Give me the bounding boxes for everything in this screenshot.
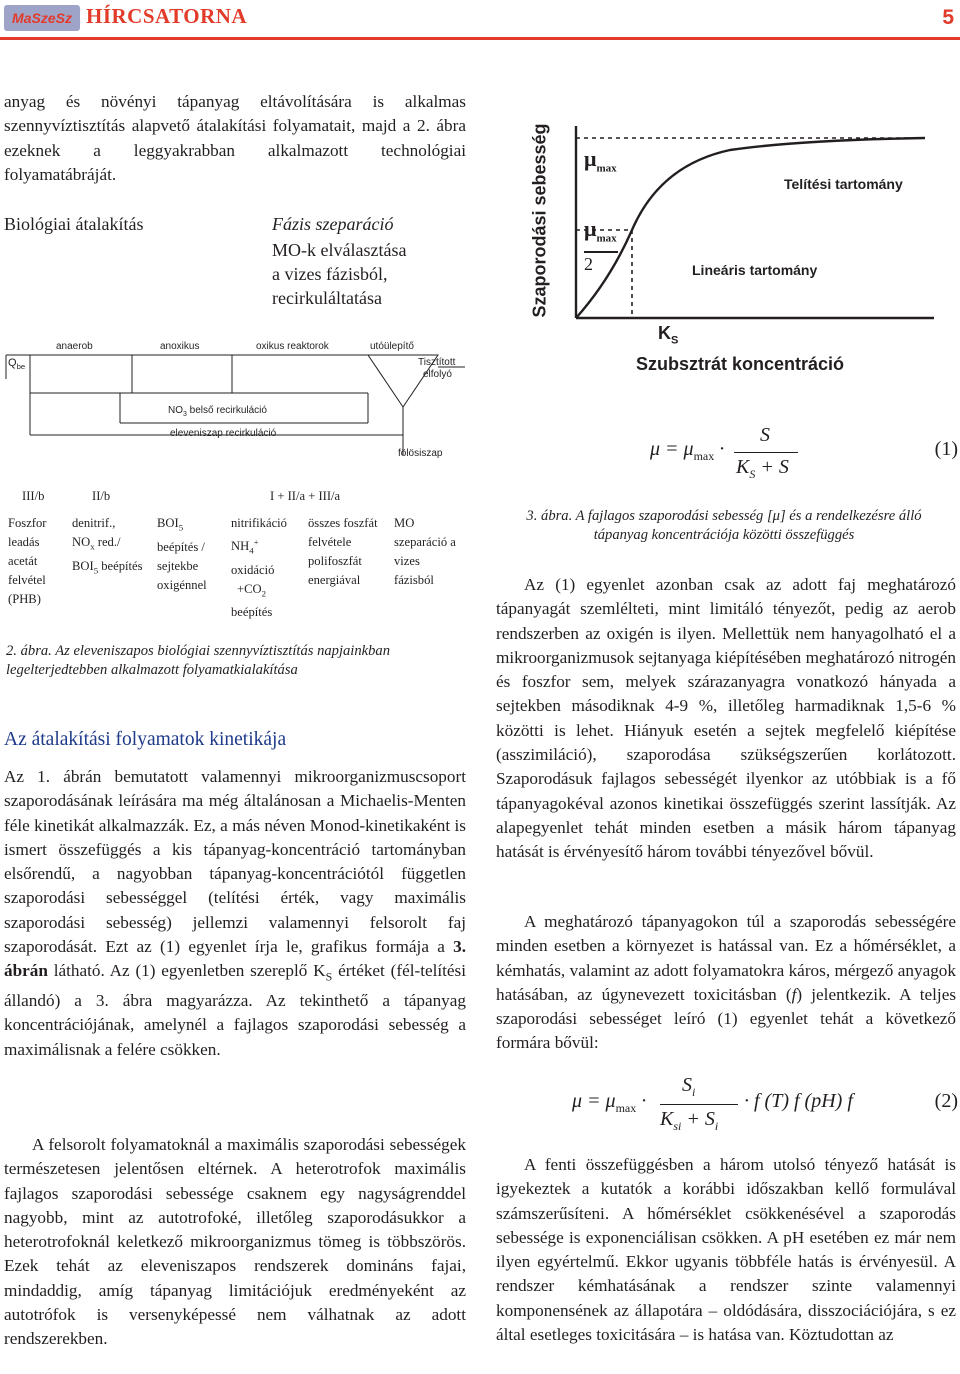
right-p2-f: f [791, 984, 797, 1004]
c3-line: oxigénnel [157, 577, 207, 592]
process-col-2 [72, 514, 143, 580]
process-diagram [0, 335, 470, 465]
fig3-graph [520, 110, 940, 390]
eq1-lhs: $\mu = \mu_{max}$ · [650, 438, 725, 463]
c5-line: polifoszfát [308, 554, 362, 568]
right-paragraph-1: Az (1) egyenlet azonban csak az adott faj meghatározó tápanyagát szemlélteti, mint limitáló tényezőt, pedig az aerob rendszerben az oxigén is ilyen. Mellettük nem hanyagolható el a mikroorganizmusok sejtanyaga kiépítésében meghatározó nitrogén és foszfor sem, melyek szárazanyagra vonatkozó hányada a sejtekben másodiknak 4-9 %, illetőleg harmadiknak 1,5-6 % közötti is lehet. Hiányuk esetén a sejtek megfelelő kiépítése (asszimiláció), szaporodása szükségszerűen korlátozott. Szaporodásuk fajlagos sebességét ilyenkor az utóbbiak is a fő tápanyagokéval azonos kinetikai összefüggés szerint lassítják. Az alapegyenlet tehát minden esetben a másik három tápanyag hatását is érvényesítő három további tényezővel bővül. [496, 575, 956, 862]
c2-line: denitrif., [72, 516, 116, 530]
header-bar [0, 0, 960, 38]
eq2-sub: max [615, 1101, 637, 1115]
excess-sludge-label: fölösiszap [398, 448, 443, 459]
header-rule [0, 37, 960, 40]
c4-line: nitrifikáció [231, 516, 287, 530]
left-p1-bold: 3. ábrán [4, 937, 466, 981]
nh4-sup: + [253, 537, 259, 547]
c4-line [231, 533, 287, 561]
fig3-caption-text: A fajlagos szaporodási sebesség [μ] és a rendelkezésre álló tápanyag koncentrációja közötti összefüggés [575, 508, 922, 543]
c5-line: felvétele [308, 535, 352, 549]
eq2-den-mid: + S [681, 1108, 715, 1130]
c2-text: red./ [94, 535, 121, 549]
section-title: Az átalakítási folyamatok kinetikája [4, 729, 287, 750]
right-paragraph-2 [496, 910, 956, 1056]
eq1-number: (1) [934, 438, 958, 460]
eq2-numerator [682, 1074, 695, 1100]
outflow-label-1: Tisztított [418, 357, 456, 368]
equation-2 [572, 1076, 958, 1138]
fig2-right-sub2: a vizes fázisból, [272, 264, 388, 284]
c1-line: Foszfor [8, 516, 47, 530]
eq2-mu: μ = μ [572, 1090, 616, 1112]
c1-line: (PHB) [8, 592, 41, 606]
intro-paragraph: anyag és növényi tápanyag eltávolítására is alkalmas szennyvíztisztítás alapvető átalakítási folyamatait, majd a 2. ábra ezeknek a leggyakrabban alkalmazott technológiai folyamatábráját. [4, 92, 466, 184]
co2-sub: 2 [261, 588, 267, 599]
eq2-denominator [660, 1108, 718, 1134]
eq2-s: S [682, 1074, 692, 1096]
sludge-recirc-label: eleveniszap recirkuláció [170, 428, 277, 439]
fig2-right-sub3: recirkuláltatása [272, 288, 382, 308]
linear-label: Lineáris tartomány [692, 262, 818, 278]
process-col-3 [157, 514, 207, 595]
mu-symbol: μ [584, 146, 597, 171]
nox-symbol: NO [72, 535, 91, 549]
c4-line: beépítés [231, 605, 273, 620]
eq1-denominator [736, 456, 789, 482]
nh4-symbol: NH [231, 539, 250, 554]
zone-anoxic: anoxikus [160, 341, 200, 352]
c1-line: leadás [8, 535, 40, 549]
left-p1-text-c: értéket (fél-telítési állandó) a 3. ábra magyarázza. Az tekinthető a tápanyag koncentrációjának, amelynél a fajlagos szaporodási sebesség a maximálisnak a felére csökken. [4, 961, 467, 1059]
saturation-label: Telítési tartomány [784, 176, 903, 192]
ks-symbol: K [658, 323, 671, 343]
equation-1 [650, 426, 958, 484]
c2-text: beépítés [98, 558, 143, 573]
eq2-fraction-bar [660, 1104, 738, 1105]
left-paragraph-1 [4, 765, 466, 1062]
eq1-den-rest: + S [755, 456, 789, 478]
process-col-6: MO szeparáció a vizes fázisból [394, 516, 456, 587]
eq1-mu: μ = μ [650, 438, 694, 460]
eq2-number: (2) [934, 1090, 958, 1112]
process-col-1 [8, 514, 46, 609]
right-p2-text-b: ) jelentkezik. A teljes szaporodási sebességet leíró (1) egyenlet tehát a következő formára bővül: [496, 984, 957, 1053]
fig2-right-heading: Fázis szeparáció [272, 214, 394, 234]
right-paragraph-3: A fenti összefüggésben a három utolsó tényező hatását is igyekeztek a kutatók a korábbi időszakban kellő formulával számszerűsíteni. A hőmérséklet csökkenésével a szaporodás sebessége is exponenciálisan csökken. A pH esetében ez már nem ilyen egyértelmű. Ekkor ugyanis többféle hatás is érvényesül. A rendszer kémhatásának a rendszer szinte valamennyi komponensének az állapotára – oldódására, disszociációjára, s ez által esetleges toxicitására – is hatása van. Köztudottan az [496, 1155, 956, 1345]
journal-title: HÍRCSATORNA [86, 4, 248, 28]
no3-symbol: NO [168, 405, 183, 416]
ks-label [658, 323, 678, 347]
mu-max-label [584, 146, 617, 174]
ks-sub: S [671, 334, 679, 347]
eq2-k-sub: si [673, 1119, 682, 1133]
eq2-s-sub2: i [714, 1119, 719, 1133]
fig2-caption-text: Az eleveniszapos biológiai szennyvíztisztítás napjainkban legelterjedtebben alkalmazott folyamatkialakítása [6, 643, 391, 678]
c3-line: beépítés / [157, 539, 205, 554]
nh4-sub: 4 [249, 545, 254, 556]
outflow-label-2: elfolyó [423, 369, 452, 380]
process-col-4 [231, 514, 287, 622]
eq2-lhs: $\mu = \mu_{max}$ · [572, 1090, 647, 1115]
mu-sub: max [596, 232, 617, 245]
eq1-fraction-bar [734, 452, 798, 453]
zone-anaerob: anaerob [56, 341, 93, 352]
fig2-left-heading: Biológiai átalakítás [4, 214, 144, 234]
zone-settler: utóülepítő [370, 341, 414, 352]
c1-line: felvétel [8, 573, 46, 587]
c2-line [72, 533, 143, 557]
monod-curve [576, 138, 925, 318]
left-p1-sub: S [325, 969, 333, 984]
eq1-k: K [736, 456, 750, 478]
mu-symbol: μ [584, 216, 597, 241]
fig3-caption [498, 507, 950, 545]
eq2-tail-text: f (T) f (pH) f [754, 1090, 853, 1112]
half-denominator: 2 [584, 254, 593, 275]
c3-line [157, 514, 207, 538]
col-head-3: I + II/a + III/a [270, 489, 341, 503]
fig3-xlabel: Szubsztrát koncentráció [636, 354, 845, 374]
c5-line: összes foszfát [308, 516, 378, 530]
boi-symbol: BOI [72, 558, 94, 573]
eq1-numerator: S [760, 424, 770, 446]
c2-line [72, 557, 143, 581]
fig3-ylabel: Szaporodási sebesség [529, 123, 550, 318]
no3-sub: 3 [183, 411, 187, 418]
eq1-k-sub: S [749, 467, 756, 481]
boi-symbol: BOI [157, 516, 179, 530]
internal-recirc-text: belső recirkuláció [186, 405, 267, 416]
process-col-5 [308, 514, 378, 590]
nox-sub: x [90, 541, 95, 552]
eq2-s-sub: i [692, 1085, 696, 1099]
c4-line [231, 580, 287, 604]
inflow-sub: be [16, 362, 26, 372]
col-head-2: II/b [92, 489, 111, 503]
internal-recirc-label [168, 405, 267, 418]
c5-line: energiával [308, 573, 361, 587]
eq2-tail: · f (T) f (pH) f [744, 1090, 853, 1112]
left-p1-text-b: látható. Az (1) egyenletben szereplő K [53, 961, 326, 981]
fig2-right-sub1: MO-k elválasztása [272, 240, 407, 260]
left-paragraph-2: A felsorolt folyamatoknál a maximális szaporodási sebességek természetesen jelentősen eltérnek. A heterotrofok maximális fajlagos szaporodási sebessége csaknem egy nagyságrenddel nagyobb, mint az autotrofoké, illetőleg szaporodásukkor a heterotrofoknál keletkező mikroorganizmus tömeg is többszörös. Ezek tehát az eleveniszapos rendszerek domináns fajai, mindaddig, amíg tápanyag limitációjuk eredményeként az autotrófok is versenyképessé nem válhatnak az adott rendszerekben. [4, 1135, 466, 1349]
inflow-symbol: Q [8, 357, 17, 369]
left-p1-text-a: Az 1. ábrán bemutatott valamennyi mikroorganizmuscsoport szaporodásának leírására ma még általánosan a Michaelis-Menten féle kinetikát alkalmazzák. Ez, a más néven Monod-kinetikaként is ismert összefüggés a kis tápanyag-koncentráció tartományban elsőrendű, a nagyobban tápanyag-koncentrációtól független szaporodási sebességgel (telítési érték, vagy maximális szaporodási sebesség) jellemzi valamennyi felsorolt faj szaporodását. Ezt az (1) egyenlet írja le, grafikus formája a [4, 767, 466, 957]
fig3-caption-label: 3. ábra. [526, 508, 573, 524]
right-p2-text-a: A meghatározó tápanyagokon túl a szaporodás sebességére minden esetben a környezet is hatással van. Ez a hőmérséklet, a kémhatás, valamint az adott folyamatokra káros, mérgező anyagok hatásában, az úgynevezett toxicitásban ( [496, 912, 956, 1004]
inflow-label [8, 357, 25, 371]
col-head-1: III/b [22, 489, 45, 503]
boi-sub: 5 [93, 565, 99, 576]
eq1-sub: max [693, 449, 715, 463]
co2-symbol: +CO [237, 581, 262, 596]
half-mu-label [584, 218, 618, 275]
boi-sub: 5 [178, 522, 184, 533]
c4-line: oxidáció [231, 562, 275, 577]
eq2-k: K [660, 1108, 674, 1130]
c1-line: acetát [8, 554, 38, 568]
zone-oxic: oxikus reaktorok [256, 341, 329, 352]
mu-sub: max [596, 162, 617, 175]
page-number: 5 [942, 6, 954, 29]
journal-logo: MaSzeSz [4, 5, 80, 31]
fig2-caption-label: 2. ábra. [6, 643, 52, 659]
c3-line: sejtekbe [157, 558, 199, 573]
fig2-caption [6, 642, 466, 680]
